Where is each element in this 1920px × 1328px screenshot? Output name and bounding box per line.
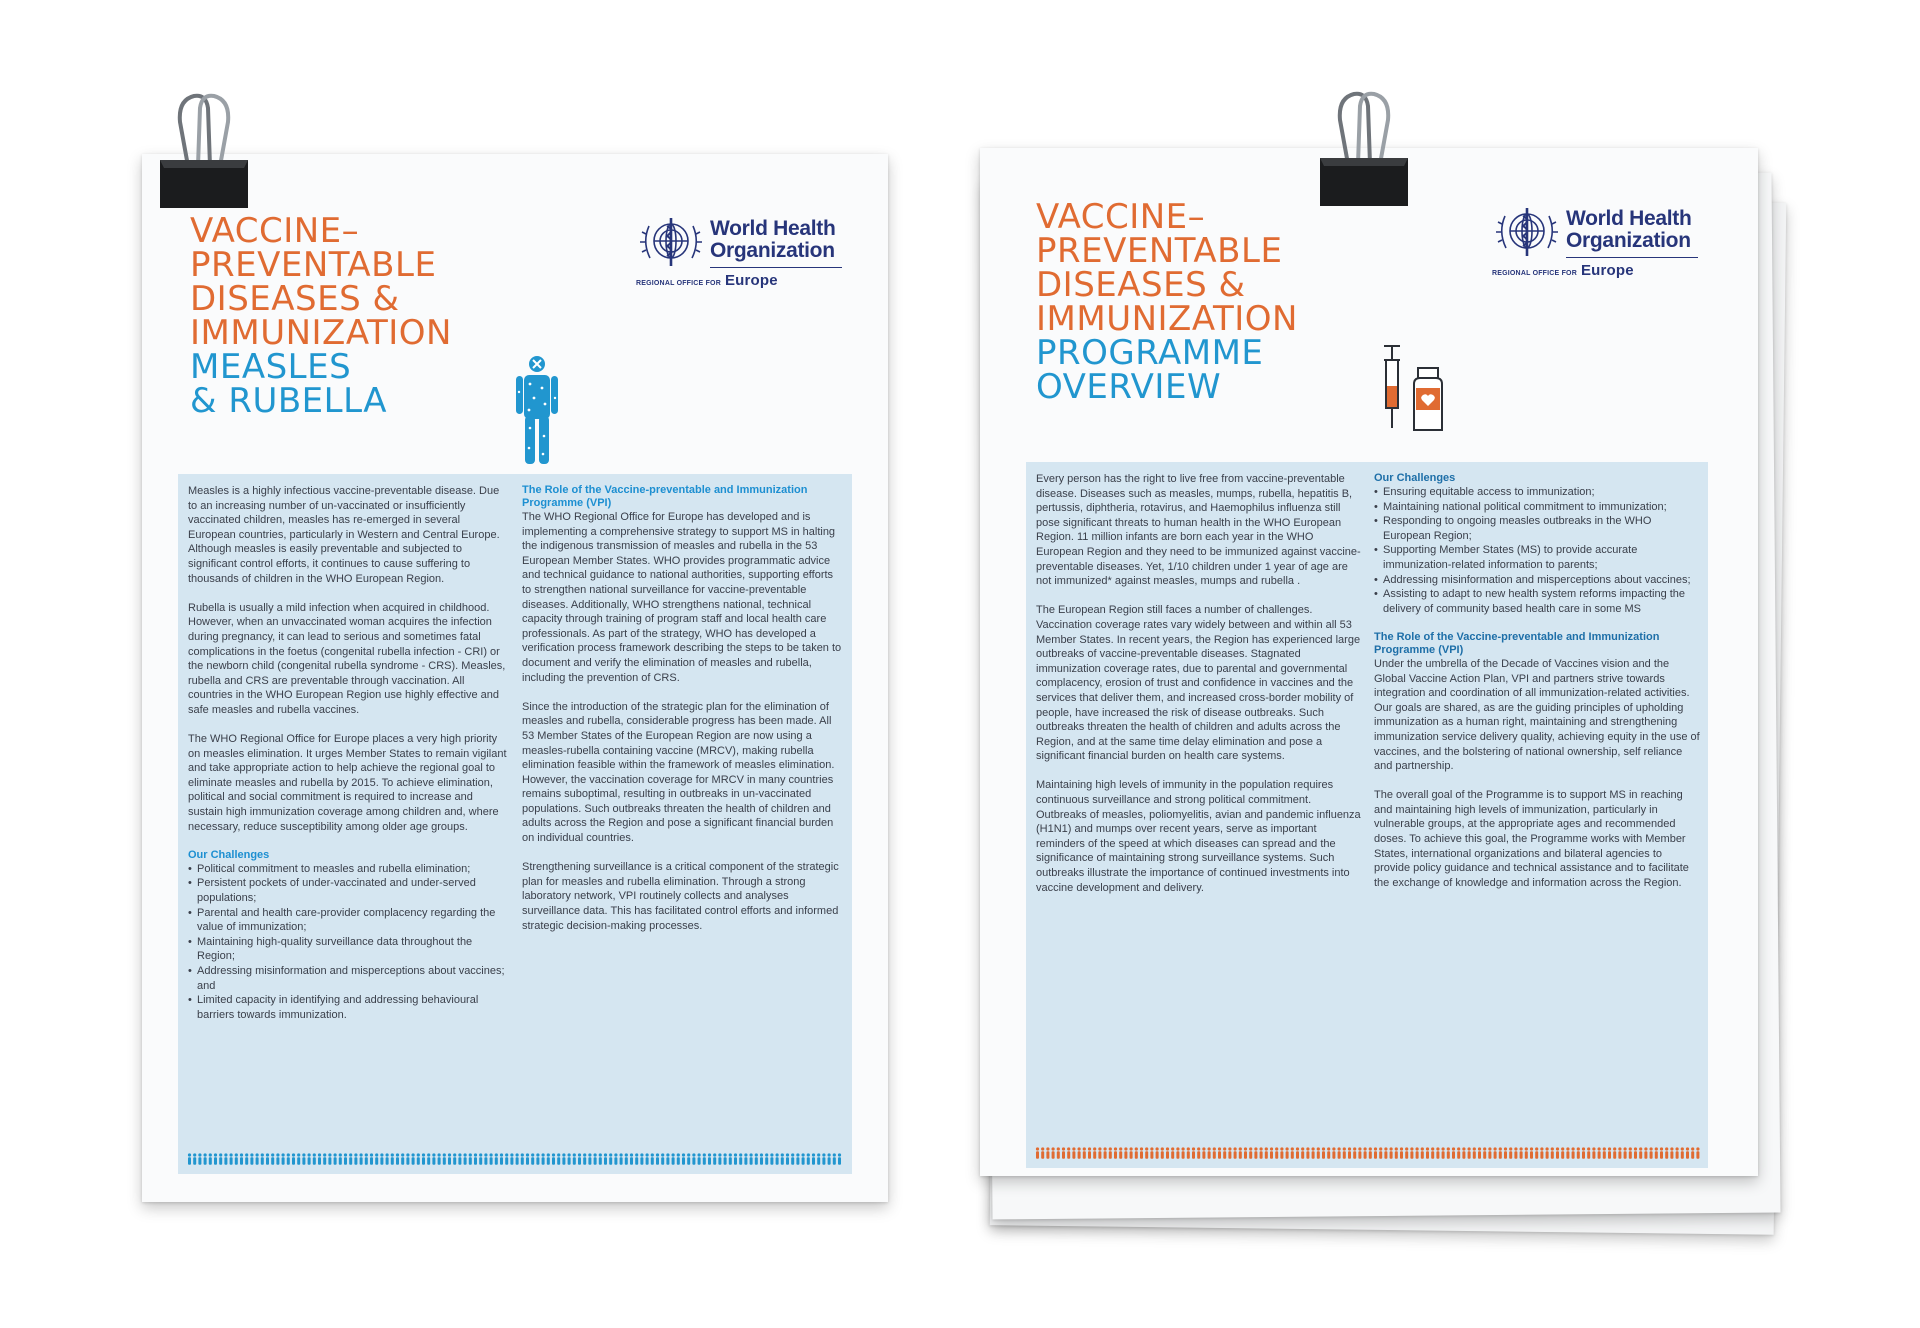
measles-person-icon: [514, 354, 560, 466]
left-binder-clip-icon: [158, 86, 250, 210]
list-item: • Assisting to adapt to new health system reforms impacting the delivery of community based health care in some MS: [1374, 587, 1700, 616]
right-challenges-heading: Our Challenges: [1374, 472, 1456, 484]
right-paragraph-umbrella: Under the umbrella of the Decade of Vaccines vision and the Global Vaccine Action Plan, VPI and partners strive towards integration and coordination of all immunization-related activities. Our goals are shared, as are the guiding principles of upholding immunization as a human right, maintaining and strengthening immunization service delivery quality, achieving equity in the use of vaccines, and the bolstering of national ownership, self reliance and partnership.: [1374, 657, 1700, 773]
right-title-main: VACCINE– PREVENTABLE DISEASES & IMMUNIZATION: [1036, 197, 1298, 339]
list-item: • Addressing misinformation and misperceptions about vaccines;: [1374, 573, 1700, 588]
left-column-2: [522, 484, 844, 948]
right-role-heading: The Role of the Vaccine-preventable and Immunization Programme (VPI): [1374, 630, 1660, 656]
right-people-strip: [1034, 1146, 1702, 1158]
people-strip-icon: [186, 1153, 846, 1165]
who-region-prefix: REGIONAL OFFICE FOR: [1492, 270, 1577, 277]
right-challenges-list: [1374, 485, 1700, 616]
list-item: • Supporting Member States (MS) to provide accurate immunization-related information to parents;: [1374, 543, 1700, 572]
who-region-name: Europe: [1580, 262, 1634, 279]
list-item: • Parental and health care-provider complacency regarding the value of immunization;: [188, 906, 510, 935]
who-logo-rule: [1566, 257, 1698, 258]
right-flyer-sheet: [980, 148, 1758, 1176]
right-content-panel: [1026, 462, 1708, 1168]
right-flyer-title: [1036, 197, 1298, 407]
left-paragraph-surveillance: Strengthening surveillance is a critical component of the strategic plan for measles and rubella elimination. Through a strong laboratory network, VPI routinely collects and analyses surveillance data. This has facilitated control efforts and informed strategic decision-making processes.: [522, 861, 839, 932]
who-region-name: Europe: [724, 272, 778, 289]
left-column-1: [188, 484, 510, 1037]
left-title-subtitle: MEASLES & RUBELLA: [190, 347, 388, 421]
left-paragraph-priority: The WHO Regional Office for Europe places a very high priority on measles elimination. It urges Member States to remain vigilant and take appropriate action to help achieve the regional goal to eliminate measles and rubella by 2015. To achieve elimination, political and social commitment is required to increase and sustain high immunization coverage among children and, where necessary, reduce susceptibility among older age groups.: [188, 733, 507, 833]
who-logo-region: [1492, 262, 1634, 279]
left-paragraph-progress: Since the introduction of the strategic plan for the elimination of measles and rubella, considerable progress has been made. All 53 Member States of the European Region are now using a measles-rubella containing vaccine (MRCV), making rubella elimination feasible within the framework of measles elimination. However, the vaccination coverage for MRCV in many countries remains suboptimal, resulting in outbreaks in un-vaccinated populations. Such outbreaks threaten the health of children and adults across the Region and pose a significant financial burden on individual countries.: [522, 700, 835, 845]
left-paragraph-strategy: The WHO Regional Office for Europe has developed and is implementing a comprehensive strategy to support MS in halting the indigenous transmission of measles and rubella in the 53 European Member States. WHO provides programmatic advice and technical guidance to national authorities, supporting efforts to strengthen national surveillance for vaccine-preventable diseases. Additionally, WHO strengthens national, technical capacity through training of program staff and local health care professionals. As part of the strategy, WHO has developed a verification process framework describing the steps to be taken to document and verify the elimination of measles and rubella, including the prevention of CRS.: [522, 511, 842, 684]
who-emblem-icon: [636, 214, 706, 270]
left-paragraph-rubella: Rubella is usually a mild infection when acquired in childhood. However, when an unvaccinated woman acquires the infection during pregnancy, it can lead to serious and sometimes fatal complications in the foetus (congenital rubella infection - CRI) or the newborn child (congenital rubella syndrome - CRS). Measles, rubella and CRS are preventable through vaccination. All countries in the WHO European Region use highly effective and safe measles and rubella vaccines.: [188, 601, 506, 716]
left-challenges-heading: Our Challenges: [188, 848, 270, 861]
left-challenges-list: [188, 862, 510, 1023]
left-paragraph-measles: Measles is a highly infectious vaccine-preventable disease. Due to an increasing number of un-vaccinated or insufficiently vaccinated children, measles has re-emerged in several European countries, particularly in Western and Central Europe. Although measles is easily preventable and subjected to significant control efforts, it continues to cause suffering to thousands of children in the WHO European Region.: [188, 485, 500, 585]
who-region-prefix: REGIONAL OFFICE FOR: [636, 280, 721, 287]
right-column-2: [1374, 472, 1700, 905]
syringe-vial-icon: [1370, 344, 1460, 436]
left-role-heading: The Role of the Vaccine-preventable and Immunization Programme (VPI): [522, 484, 808, 509]
who-emblem-icon: [1492, 204, 1562, 260]
right-paragraph-intro: Every person has the right to live free from vaccine-preventable disease. Diseases such as measles, mumps, rubella, hepatitis B, pertussis, diphtheria, rotavirus, and Haemophilus influenza still pose significant threats to human health in the WHO European Region. 11 million infants are born each year in the WHO European Region and they need to be immunized against vaccine-preventable diseases. Yet, 1/10 children under 1 year of age are not immunized* against measles, mumps and rubella .: [1036, 473, 1361, 588]
list-item: • Limited capacity in identifying and addressing behavioural barriers towards immunization.: [188, 993, 510, 1022]
right-paragraph-challenges: The European Region still faces a number of challenges. Vaccination coverage rates vary widely between and within all 53 Member States. In recent years, the Region has experienced large outbreaks of vaccine-preventable diseases. Stagnated immunization coverage rates, due to parental and governmental complacency, erosion of trust and confidence in vaccines and the services that deliver them, and increased cross-border mobility of people, have increased the risk of disease outbreaks. Such outbreaks threaten the health of children and adults across the Region, and at the same time delay elimination and pose a significant financial burden on health care systems.: [1036, 604, 1361, 763]
list-item: • Maintaining national political commitment to immunization;: [1374, 500, 1700, 515]
who-logo-region: [636, 272, 778, 289]
list-item: • Responding to ongoing measles outbreaks in the WHO European Region;: [1374, 514, 1700, 543]
list-item: • Persistent pockets of under-vaccinated and under-served populations;: [188, 876, 510, 905]
right-paragraph-immunity: Maintaining high levels of immunity in the population requires continuous surveillance and strong political commitment. Outbreaks of measles, poliomyelitis, avian and pandemic influenza (H1N1) and mumps over recent years, serve as important reminders of the speed at which diseases can spread and the significance of maintaining strong surveillance systems. Such outbreaks illustrate the importance of continued investments into vaccine development and delivery.: [1036, 779, 1361, 894]
who-logo-name: World Health Organization: [710, 217, 836, 262]
list-item: • Political commitment to measles and rubella elimination;: [188, 862, 510, 877]
left-flyer-sheet: [142, 154, 888, 1202]
right-title-subtitle: PROGRAMME OVERVIEW: [1036, 333, 1264, 407]
right-binder-clip-icon: [1318, 84, 1410, 208]
left-people-strip: [186, 1152, 846, 1164]
left-content-panel: [178, 474, 852, 1174]
right-column-1: [1036, 472, 1362, 910]
left-title-main: VACCINE– PREVENTABLE DISEASES & IMMUNIZATION: [190, 211, 452, 353]
people-strip-icon: [1034, 1147, 1702, 1159]
list-item: • Ensuring equitable access to immunization;: [1374, 485, 1700, 500]
left-who-logo: [636, 214, 856, 290]
list-item: • Maintaining high-quality surveillance data throughout the Region;: [188, 935, 510, 964]
right-who-logo: [1492, 204, 1712, 280]
who-logo-rule: [710, 267, 842, 268]
list-item: • Addressing misinformation and misperceptions about vaccines; and: [188, 964, 510, 993]
who-logo-name: World Health Organization: [1566, 207, 1692, 252]
right-paragraph-goal: The overall goal of the Programme is to support MS in reaching and maintaining high levels of immunization, particularly in vulnerable groups, at the appropriate ages and recommended doses. To achieve this goal, the Programme works with Member States, international organizations and bilateral agencies to provide policy guidance and technical assistance and to facilitate the exchange of knowledge and information across the Region.: [1374, 789, 1689, 889]
left-flyer-title: [190, 211, 452, 421]
